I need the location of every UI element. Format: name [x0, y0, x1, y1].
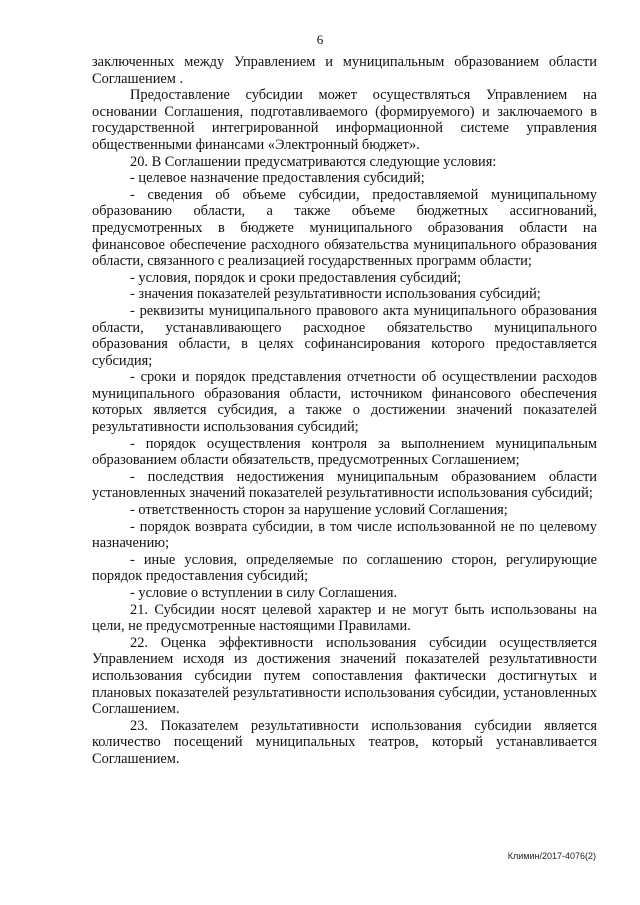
list-item: - сроки и порядок представления отчетности об осуществлении расходов муниципального образования области, источником финансового обеспечения которых является субсидия, а также о достижении значений показателей результативности использования субсидий;	[92, 369, 597, 436]
list-item: - порядок возврата субсидии, в том числе использованной не по целевому назначению;	[92, 518, 597, 552]
page-number: 6	[316, 32, 324, 47]
clause-21: 21. Субсидии носят целевой характер и не могут быть использованы на цели, не предусмотренные настоящими Правилами.	[92, 601, 597, 635]
paragraph-continuation: заключенных между Управлением и муниципальным образованием области Соглашением .	[92, 54, 597, 87]
list-item: - порядок осуществления контроля за выполнением муниципальным образованием области обязательств, предусмотренных Соглашением;	[92, 435, 597, 469]
list-item: - реквизиты муниципального правового акта муниципального образования области, устанавливающего расходное обязательство муниципального образования области, в целях софинансирования которого предоставляется субсидия;	[92, 302, 597, 369]
clause-22: 22. Оценка эффективности использования субсидии осуществляется Управлением исходя из достижения значений показателей результативности использования субсидии путем сопоставления фактически достигнутых и плановых показателей результативности использования субсидии, установленных Соглашением.	[92, 634, 597, 718]
list-item: - сведения об объеме субсидии, предоставляемой муниципальному образованию области, а также объеме бюджетных ассигнований, предусмотренных в бюджете муниципального образования области на финансовое обеспечение расходного обязательства муниципального образования области, связанного с реализацией государственных программ области;	[92, 186, 597, 270]
list-item: - ответственность сторон за нарушение условий Соглашения;	[130, 502, 508, 519]
list-item: - целевое назначение предоставления субсидий;	[130, 170, 425, 187]
clause-20: 20. В Соглашении предусматриваются следующие условия:	[130, 153, 497, 170]
list-item: - последствия недостижения муниципальным образованием области установленных значений показателей результативности использования субсидий;	[92, 468, 597, 502]
list-item: - условие о вступлении в силу Соглашения.	[130, 585, 398, 601]
document-code: Климин/2017-4076(2)	[507, 851, 596, 861]
clause-23: 23. Показателем результативности использования субсидии является количество посещений муниципальных театров, который устанавливается Соглашением.	[92, 717, 597, 767]
document-body	[92, 54, 597, 768]
list-item: - иные условия, определяемые по соглашению сторон, регулирующие порядок предоставления субсидий;	[92, 551, 597, 585]
list-item: - условия, порядок и сроки предоставления субсидий;	[130, 269, 462, 286]
list-item: - значения показателей результативности использования субсидий;	[130, 286, 541, 303]
paragraph-subsidy-provision: Предоставление субсидии может осуществляться Управлением на основании Соглашения, подготавливаемого (формируемого) и заключаемого в государственной интегрированной информационной системе управления общественными финансами «Электронный бюджет».	[92, 87, 597, 153]
